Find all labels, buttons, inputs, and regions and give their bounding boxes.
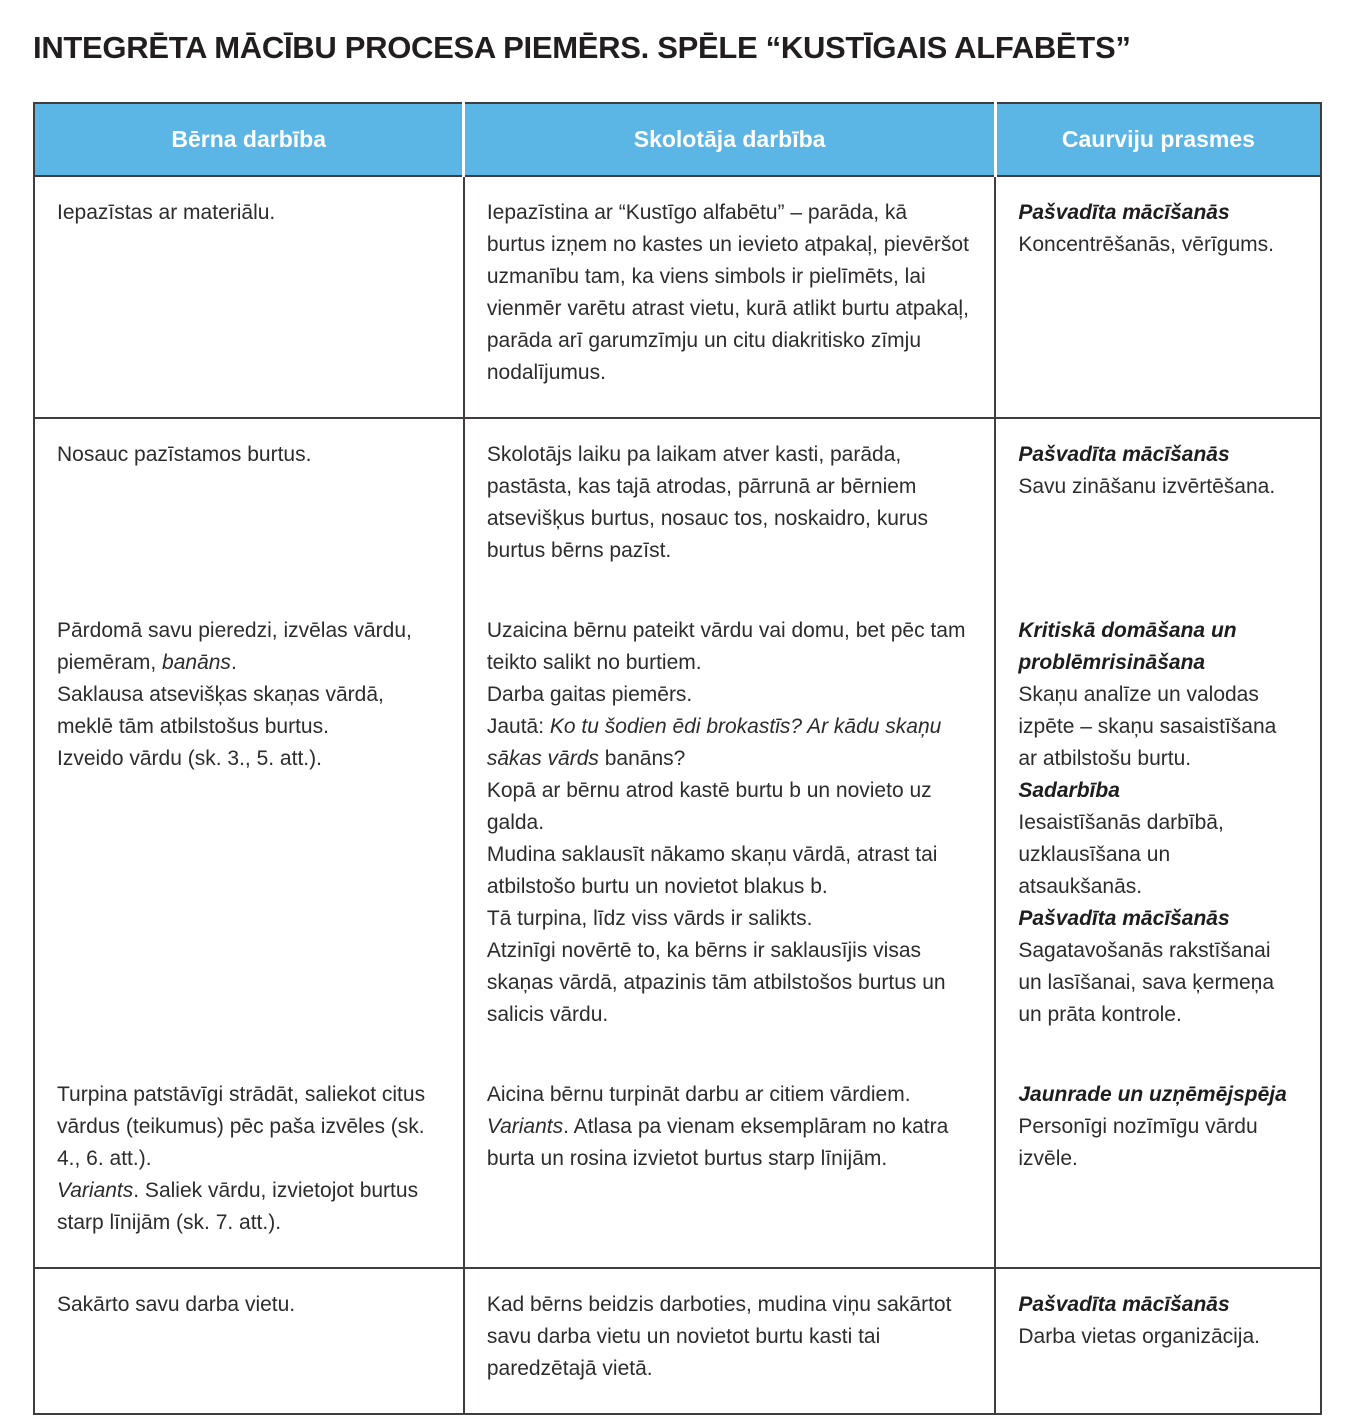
paragraph [487, 1079, 971, 1111]
paragraph [1018, 935, 1296, 1031]
skill-heading: Pašvadīta mācīšanās [1018, 200, 1230, 224]
paragraph [487, 711, 971, 775]
paragraph [1018, 775, 1296, 807]
paragraph [57, 439, 439, 471]
paragraph [487, 439, 971, 567]
paragraph [1018, 229, 1296, 261]
table-cell [464, 418, 996, 595]
text-run: Sagatavošanās rakstīšanai un lasīšanai, sava ķermeņa un prāta kontrole. [1018, 938, 1274, 1026]
text-run: Sakārto savu darba vietu. [57, 1292, 296, 1316]
text-run: Pārdomā savu pieredzi, izvēlas vārdu, piemēram, [57, 618, 412, 674]
paragraph [487, 839, 971, 903]
paragraph [1018, 1321, 1296, 1353]
paragraph [1018, 615, 1296, 679]
paragraph [57, 679, 439, 743]
paragraph [1018, 471, 1296, 503]
text-run: Iesaistīšanās darbībā, uzklausīšana un atsaukšanās. [1018, 810, 1224, 898]
text-run: Iepazīstas ar materiālu. [57, 200, 276, 224]
text-run: Kad bērns beidzis darboties, mudina viņu sakārtot savu darba vietu un novietot burtu kasti tai paredzētajā vietā. [486, 1292, 952, 1380]
paragraph [1018, 439, 1296, 471]
table-row [34, 595, 1321, 1059]
text-run: Kopā ar bērnu atrod kastē burtu b un novieto uz galda. [486, 778, 932, 834]
table-cell [995, 176, 1321, 418]
skill-heading: Sadarbība [1018, 778, 1120, 802]
table-cell [34, 1268, 464, 1414]
paragraph [487, 935, 971, 1031]
table-body [34, 176, 1321, 1414]
skill-heading: Jaunrade un uzņēmējspēja [1018, 1082, 1287, 1106]
table-row [34, 418, 1321, 595]
text-run: Darba vietas organizācija. [1018, 1324, 1260, 1348]
page-title: INTEGRĒTA MĀCĪBU PROCESA PIEMĒRS. SPĒLE “KUSTĪGAIS ALFABĒTS” [33, 30, 1131, 65]
table-cell [464, 1059, 996, 1268]
paragraph [487, 1111, 971, 1175]
text-run: Atzinīgi novērtē to, ka bērns ir saklausījis visas skaņas vārdā, atpazinis tām atbilstošos burtus un salicis vārdu. [486, 938, 946, 1026]
text-run: banāns? [598, 746, 686, 770]
text-run: Aicina bērnu turpināt darbu ar citiem vārdiem. [486, 1082, 911, 1106]
table-cell [464, 1268, 996, 1414]
paragraph [57, 197, 439, 229]
text-run: Mudina saklausīt nākamo skaņu vārdā, atrast tai atbilstošo burtu un novietot blakus b. [486, 842, 938, 898]
paragraph [1018, 1111, 1296, 1175]
column-header-skolotaja-darbiba: Skolotāja darbība [464, 103, 996, 176]
paragraph [1018, 197, 1296, 229]
text-run: . Saliek vārdu, izvietojot burtus starp līnijām (sk. 7. att.). [57, 1178, 419, 1234]
integrated-process-table [33, 102, 1322, 1415]
text-run: . [230, 650, 237, 674]
paragraph [487, 903, 971, 935]
text-run: Personīgi nozīmīgu vārdu izvēle. [1018, 1114, 1258, 1170]
paragraph [1018, 1079, 1296, 1111]
paragraph [1018, 807, 1296, 903]
text-run: Darba gaitas piemērs. [486, 682, 693, 706]
text-run: Savu zināšanu izvērtēšana. [1018, 474, 1276, 498]
table-cell [34, 595, 464, 1059]
text-run: Ko tu šodien ēdi brokastīs? Ar kādu skaņu sākas vārds [486, 714, 942, 770]
paragraph [487, 1289, 971, 1385]
skill-heading: Pašvadīta mācīšanās [1018, 906, 1230, 930]
table-cell [995, 595, 1321, 1059]
paragraph [487, 197, 971, 389]
header-row [34, 103, 1321, 176]
text-run: Koncentrēšanās, vērīgums. [1018, 232, 1274, 256]
table-cell [34, 418, 464, 595]
text-run: Iepazīstina ar “Kustīgo alfabētu” – parāda, kā burtus izņem no kastes un ievieto atpakaļ, pievēršot uzmanību tam, ka viens simbols ir pielīmēts, lai vienmēr varētu atrast vietu, kurā atlikt burtu atpakaļ, parāda arī garumzīmju un citu diakritisko zīmju nodalījumus. [486, 200, 969, 384]
text-run: Tā turpina, līdz viss vārds ir salikts. [486, 906, 813, 930]
paragraph [487, 679, 971, 711]
paragraph [1018, 903, 1296, 935]
paragraph [1018, 679, 1296, 775]
paragraph [57, 1079, 439, 1175]
text-run: Izveido vārdu (sk. 3., 5. att.). [57, 746, 322, 770]
table-cell [464, 595, 996, 1059]
table-header [34, 103, 1321, 176]
table-cell [995, 1268, 1321, 1414]
table-row [34, 1268, 1321, 1414]
table-row [34, 176, 1321, 418]
text-run: Variants [486, 1114, 564, 1138]
paragraph [57, 1175, 439, 1239]
paragraph [1018, 1289, 1296, 1321]
text-run: Turpina patstāvīgi strādāt, saliekot citus vārdus (teikumus) pēc paša izvēles (sk. 4., 6. att.). [57, 1082, 426, 1170]
table-cell [995, 1059, 1321, 1268]
text-run: Jautā: [486, 714, 550, 738]
text-run: Uzaicina bērnu pateikt vārdu vai domu, bet pēc tam teikto salikt no burtiem. [486, 618, 966, 674]
paragraph [487, 615, 971, 679]
paragraph [57, 743, 439, 775]
text-run: Nosauc pazīstamos burtus. [57, 442, 312, 466]
text-run: Skolotājs laiku pa laikam atver kasti, parāda, pastāsta, kas tajā atrodas, pārrunā ar bērniem atsevišķus burtus, nosauc tos, noskaidro, kurus burtus bērns pazīst. [486, 442, 929, 562]
table-row [34, 1059, 1321, 1268]
table-cell [995, 418, 1321, 595]
paragraph [487, 775, 971, 839]
paragraph [57, 1289, 439, 1321]
skill-heading: Pašvadīta mācīšanās [1018, 1292, 1230, 1316]
text-run: Skaņu analīze un valodas izpēte – skaņu sasaistīšana ar atbilstošu burtu. [1018, 682, 1277, 770]
text-run: . Atlasa pa vienam eksemplāram no katra burta un rosina izvietot burtus starp līnijām. [486, 1114, 949, 1170]
table-cell [464, 176, 996, 418]
text-run: Variants [57, 1178, 134, 1202]
column-header-caurviju-prasmes: Caurviju prasmes [995, 103, 1321, 176]
paragraph [57, 615, 439, 679]
text-run: banāns [162, 650, 231, 674]
table-cell [34, 1059, 464, 1268]
table-cell [34, 176, 464, 418]
column-header-berna-darbiba: Bērna darbība [34, 103, 464, 176]
skill-heading: Pašvadīta mācīšanās [1018, 442, 1230, 466]
text-run: Saklausa atsevišķas skaņas vārdā, meklē tām atbilstošus burtus. [57, 682, 384, 738]
skill-heading: Kritiskā domāšana un problēmrisināšana [1018, 618, 1237, 674]
